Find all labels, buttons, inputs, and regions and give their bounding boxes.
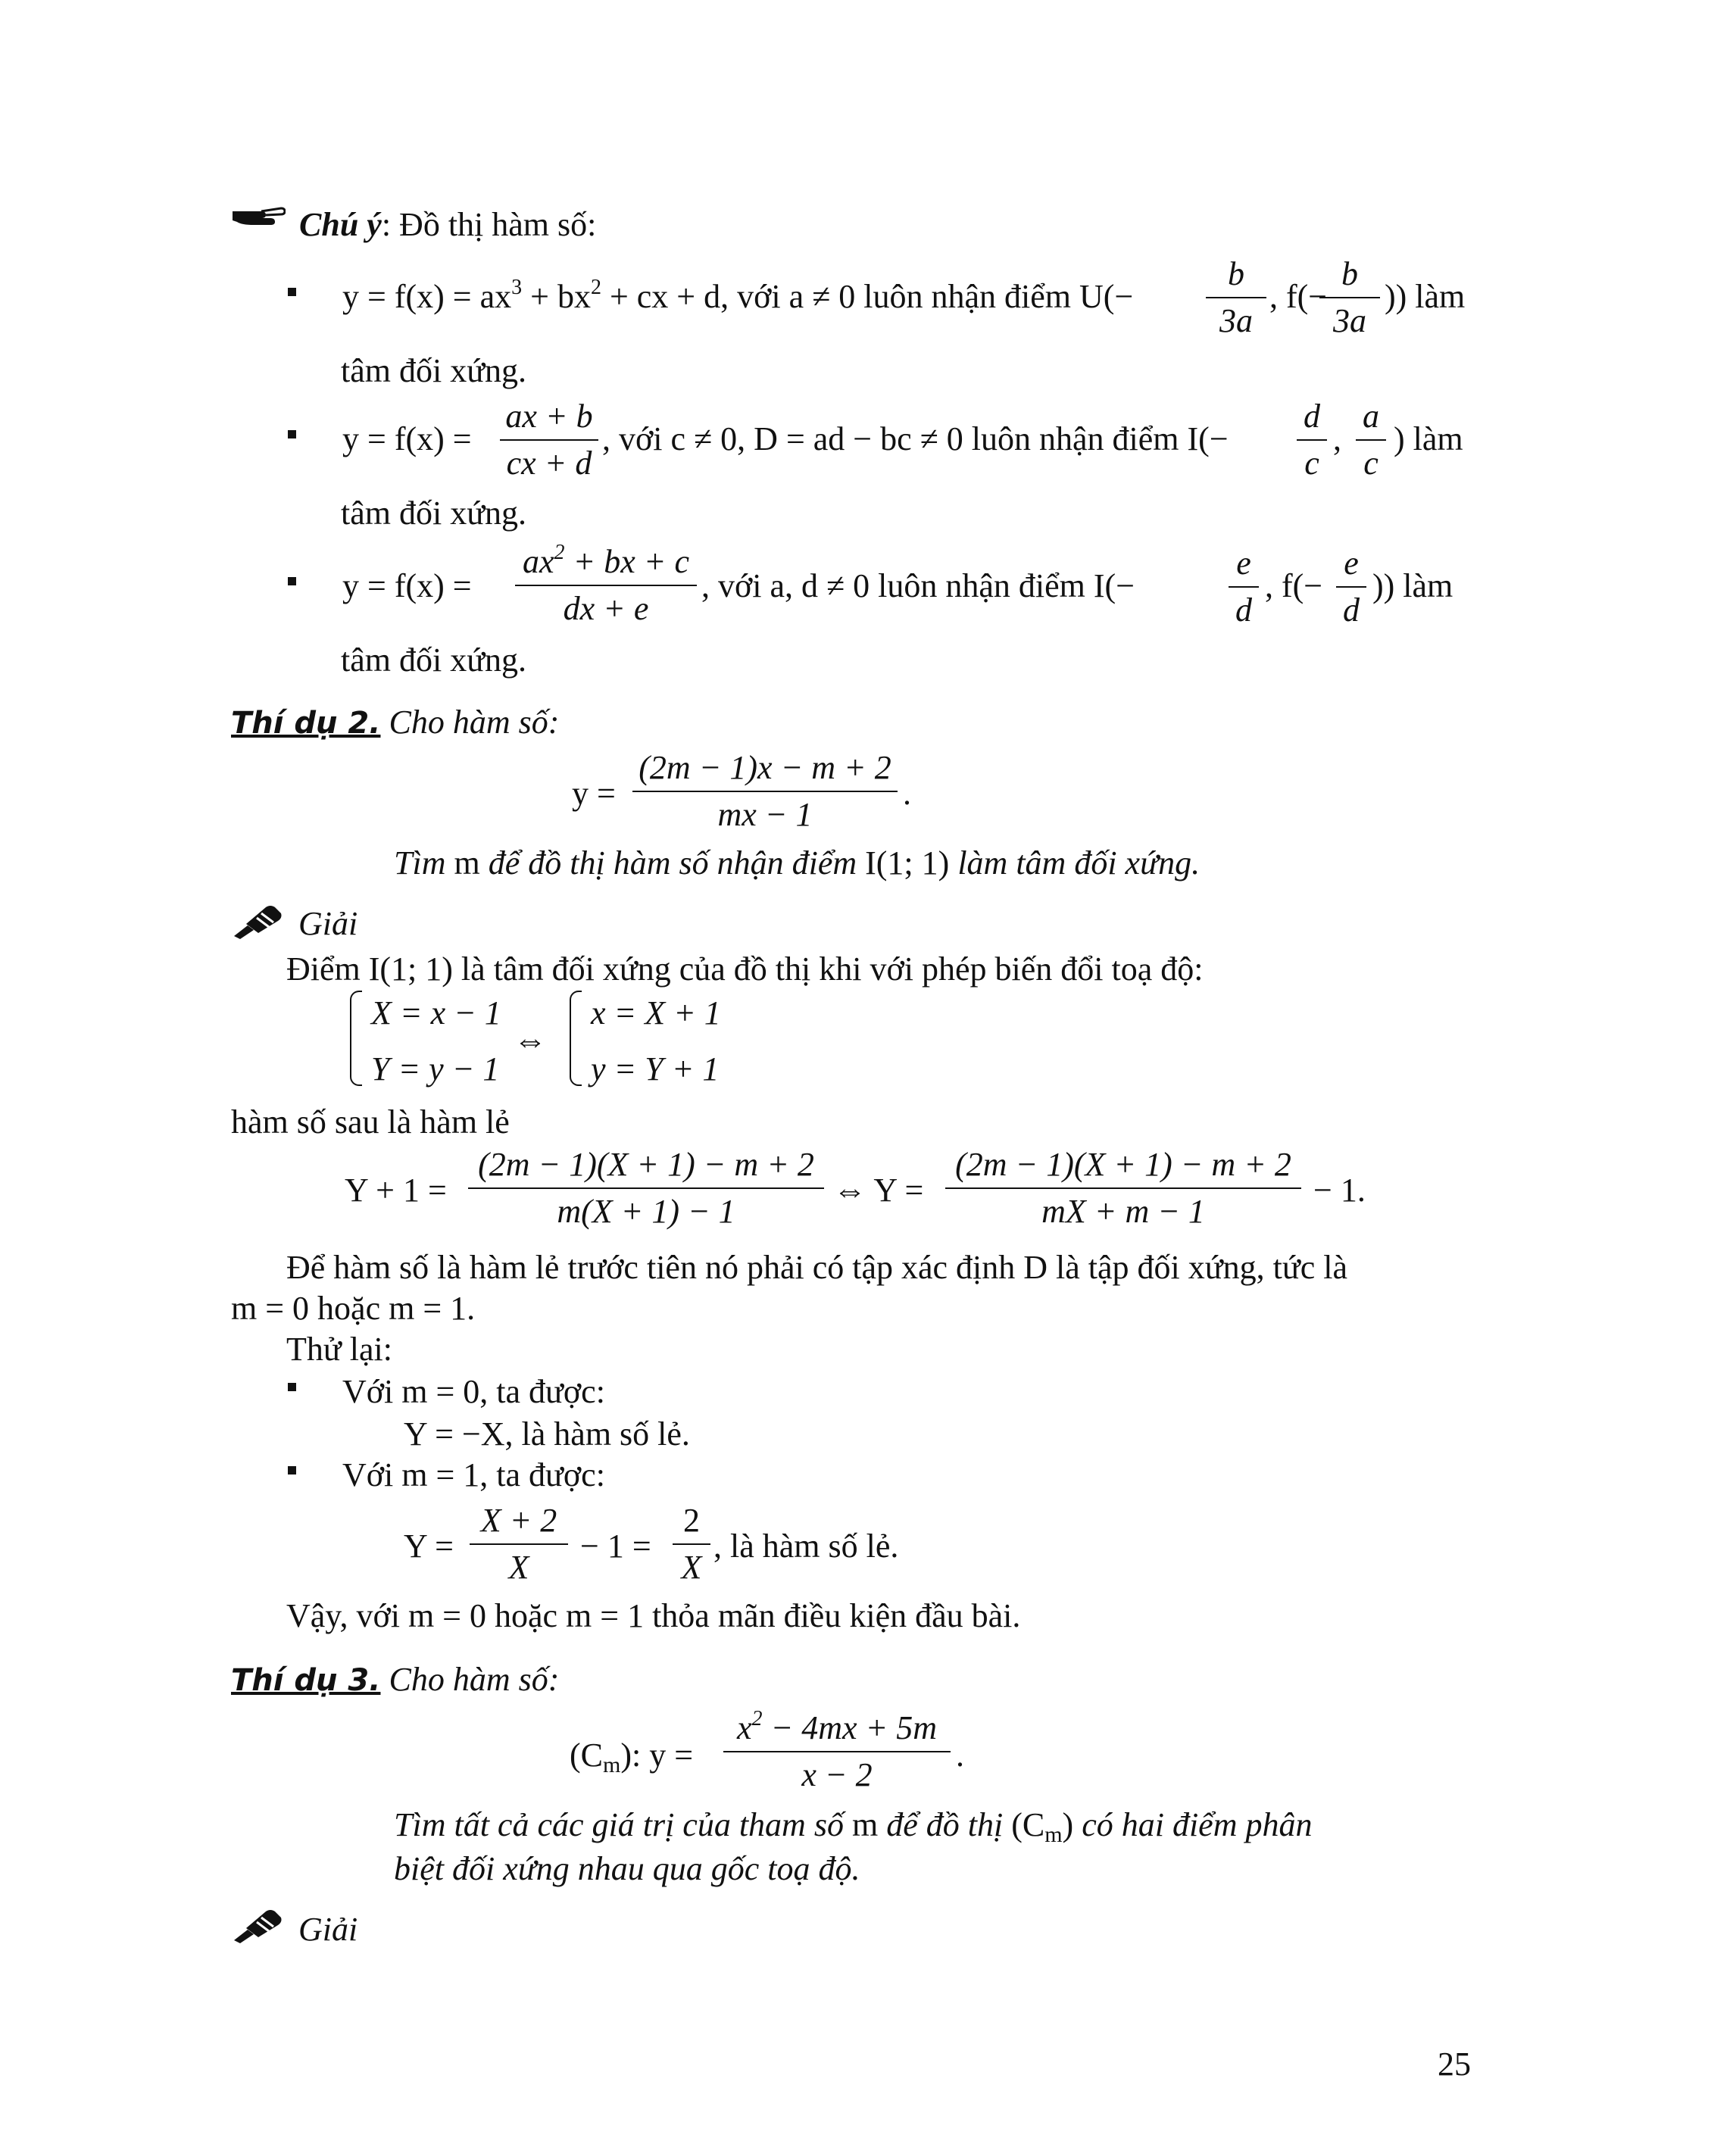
c2-fraction-2: 2 X [673,1504,710,1584]
fraction-b-3a: b 3a [1206,257,1266,338]
bullet [288,430,296,438]
writing-hand-icon [231,903,284,947]
bullet [288,288,296,296]
ex2-conclusion: Vậy, với m = 0 hoặc m = 1 thỏa mãn điều kiện đầu bài. [286,1597,1021,1634]
ex2-s3: Để hàm số là hàm lẻ trước tiên nó phải có tập xác định D là tập đối xứng, tức là [286,1249,1347,1286]
bullet [288,577,296,585]
ex2-case1: Với m = 0, ta được: [342,1373,605,1410]
note-item3-mid: , với a, d ≠ 0 luôn nhận điểm I(− [701,567,1135,604]
example3-heading [231,1663,559,1696]
ex2-s1: Điểm I(1; 1) là tâm đối xứng của đồ thị khi với phép biến đổi toạ độ: [286,950,1204,988]
note-heading [299,208,596,242]
note-item3-pre: y = f(x) = [342,567,472,604]
brace-right [570,991,582,1086]
sys2a: x = X + 1 [591,994,721,1031]
note-item2-cont: tâm đối xứng. [341,495,527,532]
fraction-e-d: e d [1229,547,1259,627]
note-item2-pre: y = f(x) = [342,420,472,457]
sys2b: y = Y + 1 [591,1050,720,1088]
eq-fraction-2: (2m − 1)(X + 1) − m + 2 mX + m − 1 [945,1148,1301,1228]
c2-mid: − 1 = [580,1528,651,1565]
ex3-task-line1: Tìm tất cả các giá trị của tham số m để đồ thị (Cm) có hai điểm phân [394,1806,1313,1847]
eq-fraction-1: (2m − 1)(X + 1) − m + 2 m(X + 1) − 1 [468,1148,824,1228]
example2-heading [231,706,559,739]
ex2-s5: Thử lại: [286,1331,392,1368]
bullet [288,1466,296,1475]
example2-label: Thí dụ 2. [231,706,381,741]
c2-post: , là hàm số lẻ. [713,1528,899,1565]
note-item3-post: )) làm [1372,567,1453,604]
eq-mid: ⇔ Y = [833,1172,924,1209]
ex2-s2: hàm số sau là hàm lẻ [231,1103,510,1141]
example2-prompt: Cho hàm số: [389,704,560,741]
ex2-case1-result: Y = −X, là hàm số lẻ. [404,1415,690,1453]
sys1b: Y = y − 1 [371,1050,500,1088]
ex2-y-pre: y = [572,775,616,812]
bullet [288,1383,296,1391]
note-item1-post: )) làm [1385,278,1466,315]
note-item3-mid2: , f(− [1265,567,1323,604]
fraction-quadratic: $ax^2$ + bx + c dx + e [515,545,697,626]
brace-left [350,991,362,1086]
fraction-b-3a-2: b 3a [1319,257,1380,338]
note-item2-post: ) làm [1394,420,1463,457]
ex2-task: Tìm m để đồ thị hàm số nhận điểm I(1; 1) làm tâm đối xứng. [394,844,1201,882]
fraction-axb-cxd: ax + b cx + d [500,400,598,480]
eq-pre: Y + 1 = [345,1172,447,1209]
sys1a: X = x − 1 [371,994,501,1031]
note-label: Chú ý [299,206,382,243]
ex2-function-fraction: (2m − 1)x − m + 2 mx − 1 [632,751,898,832]
fraction-e-d-2: e d [1336,547,1366,627]
page-number: 25 [1438,2046,1471,2083]
note-item2-sep: , [1333,420,1341,457]
example3-prompt: Cho hàm số: [389,1661,560,1698]
iff-arrow: ⇔ [514,1022,547,1059]
c2-pre: Y = [404,1528,454,1565]
ex2-solve-label: Giải [298,905,358,942]
note-item1-line: $y = f(x) = ax^3 + bx^2$ + cx + d, với a ≠ 0 luôn nhận điểm U(− [342,276,1134,315]
ex2-case2: Với m = 1, ta được: [342,1456,605,1493]
fraction-d-c: d c [1297,400,1327,480]
note-intro: : Đồ thị hàm số: [381,206,597,243]
ex3-y-pre: (Cm): y = [570,1737,694,1777]
note-item3-cont: tâm đối xứng. [341,641,527,679]
writing-hand-icon [231,1907,284,1952]
c2-fraction-1: X + 2 X [470,1504,568,1584]
ex3-y-post: . [956,1737,964,1774]
eq-post: − 1. [1313,1172,1366,1209]
example3-label: Thí dụ 3. [231,1663,381,1698]
ex2-s4: m = 0 hoặc m = 1. [231,1290,476,1327]
ex3-solve-label: Giải [298,1911,358,1948]
ex2-y-post: . [903,775,911,812]
fraction-a-c: a c [1356,400,1386,480]
note-item1-cont: tâm đối xứng. [341,352,527,389]
ex3-task-line2: biệt đối xứng nhau qua gốc toạ độ. [394,1850,860,1887]
ex3-function-fraction: $x^2 - 4mx + 5m$ x − 2 [723,1712,951,1792]
note-item1-mid: , f(− [1269,278,1328,315]
pointing-hand-icon [231,201,286,239]
note-item2-mid: , với c ≠ 0, D = ad − bc ≠ 0 luôn nhận điểm I(− [602,420,1229,457]
